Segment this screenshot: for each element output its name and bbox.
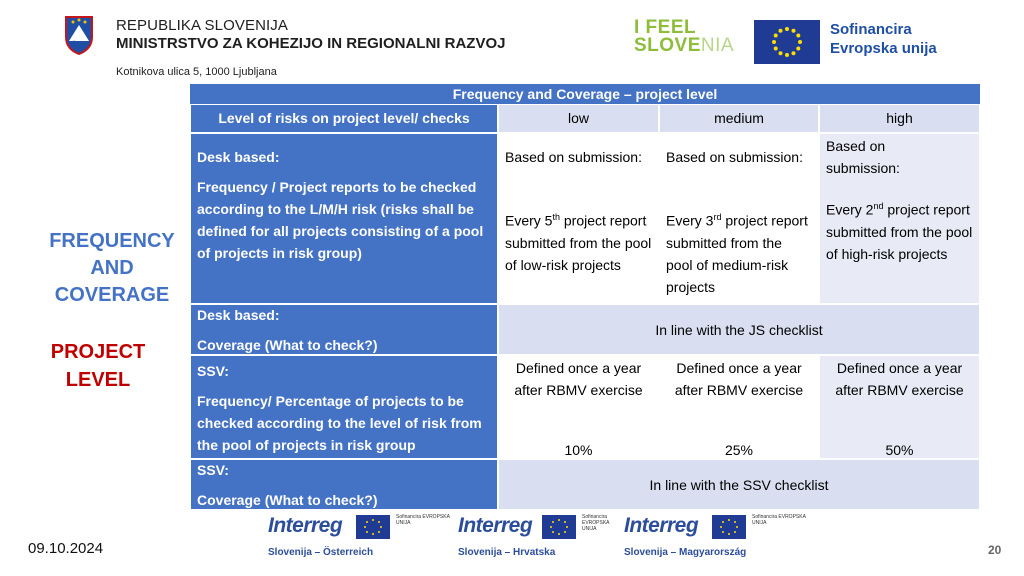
cell-ssv-coverage-value: In line with the SSV checklist [498,459,980,510]
column-header-low: low [498,104,659,133]
presentation-date: 09.10.2024 [28,540,104,557]
page-number: 20 [988,543,1002,557]
table-title: Frequency and Coverage – project level [190,84,980,104]
i-feel-slovenia-logo: I FEEL SLOVENIA [634,17,735,57]
slovenia-coat-of-arms-icon [64,15,94,55]
cell-desk-coverage-value: In line with the JS checklist [498,304,980,355]
frequency-coverage-table [190,84,980,510]
ministry-name [116,18,505,52]
row-desk-frequency-label: Desk based: Frequency / Project reports to be checked according to the L/M/H risk (risks shall be defined for all projects consisting of a pool of projects in risk group) [190,133,498,304]
row-ssv-frequency-label: SSV: Frequency/ Percentage of projects to be checked according to the level of risk from the pool of projects in risk group [190,355,498,459]
cofinanced-by-eu-label: Sofinancira Evropska unija [830,21,937,57]
row-ssv-coverage-label: SSV: Coverage (What to check?) [190,459,498,510]
eu-flag-icon [542,515,576,539]
cell-ssv-frequency-low: Defined once a year after RBMV exercise 10% [498,355,659,459]
ministry-address: Kotnikova ulica 5, 1000 Ljubljana [116,66,277,78]
cell-ssv-frequency-medium: Defined once a year after RBMV exercise 25% [659,355,819,459]
frequency-and-coverage-heading: FREQUENCY AND COVERAGE [49,230,175,306]
column-header-medium: medium [659,104,819,133]
eu-flag-icon [754,20,820,64]
cell-desk-frequency-medium: Based on submission: Every 3rd project report submitted from the pool of medium-risk projects [659,133,819,304]
column-header-risk-level: Level of risks on project level/ checks [190,104,498,133]
ministry-line-1: REPUBLIKA SLOVENIJA [116,17,288,34]
interreg-logo-at: Interreg Sofinancira EVROPSKA UNIJA Slovenija – Österreich [268,514,450,558]
column-header-high: high [819,104,980,133]
project-level-heading: PROJECT LEVEL [50,341,146,391]
interreg-logo-hu: Interreg Sofinancira EVROPSKA UNIJA Slovenija – Magyarország [624,514,806,558]
interreg-logo-hr: Interreg Sofinancira EVROPSKA UNIJA Slovenija – Hrvatska [458,514,610,558]
ministry-line-2: MINISTRSTVO ZA KOHEZIJO IN REGIONALNI RAZVOJ [116,34,506,52]
eu-flag-icon [712,515,746,539]
row-desk-coverage-label: Desk based: Coverage (What to check?) [190,304,498,355]
cell-desk-frequency-high: Based on submission: Every 2nd project report submitted from the pool of high-risk projects [819,133,980,304]
cell-desk-frequency-low: Based on submission: Every 5th project report submitted from the pool of low-risk projects [498,133,659,304]
eu-flag-icon [356,515,390,539]
cell-ssv-frequency-high: Defined once a year after RBMV exercise 50% [819,355,980,459]
